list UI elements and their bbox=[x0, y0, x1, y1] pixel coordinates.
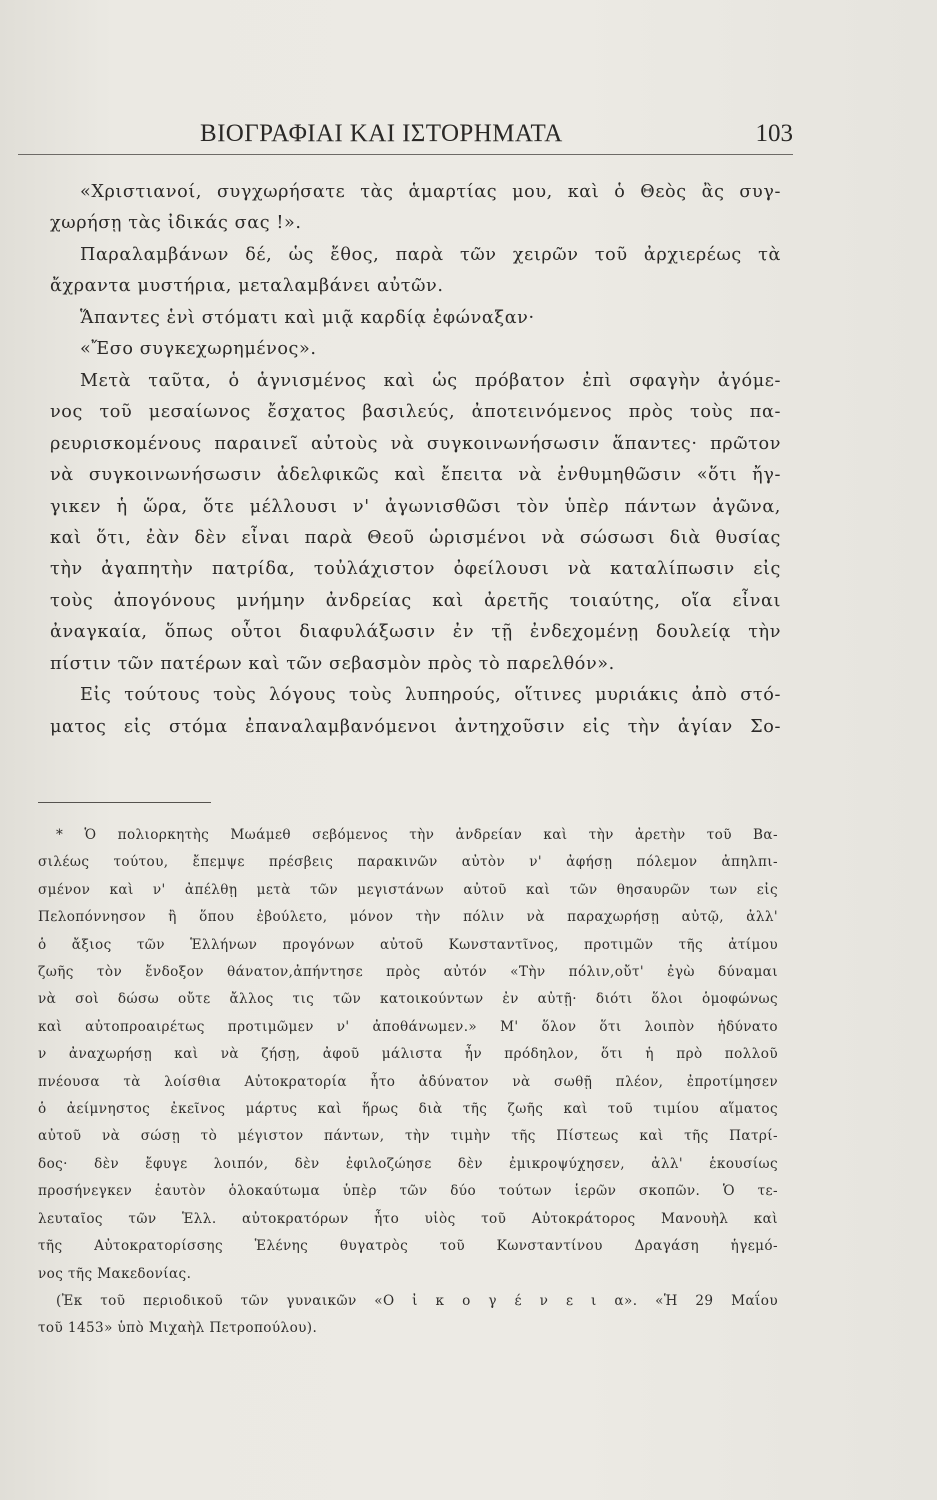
body-text bbox=[50, 177, 781, 743]
text-line: χωρήσῃ τὰς ἰδικάς σας !». bbox=[50, 213, 302, 234]
footnote-line: προσήνεγκεν ἑαυτὸν ὁλοκαύτωμα ὑπὲρ τῶν δύο τούτων ἱερῶν σκοπῶν. Ὁ τε- bbox=[38, 1183, 778, 1200]
footnote-line: νὰ σοὶ δώσω οὔτε ἄλλος τις τῶν κατοικούντων ἐν αὐτῇ· διότι ὅλοι ὁμοφώνως bbox=[38, 991, 778, 1008]
text-line: Παραλαμβάνων δέ, ὡς ἔθος, παρὰ τῶν χειρῶν τοῦ ἀρχιερέως τὰ bbox=[80, 244, 781, 265]
footnote-divider bbox=[38, 802, 211, 803]
text-line: καὶ ὅτι, ἐὰν δὲν εἶναι παρὰ Θεοῦ ὡρισμένοι νὰ σώσωσι διὰ θυσίας bbox=[50, 527, 781, 548]
text-line: πίστιν τῶν πατέρων καὶ τῶν σεβασμὸν πρὸς τὸ παρελθόν». bbox=[50, 653, 615, 674]
footnote-line: τοῦ 1453» ὑπὸ Μιχαὴλ Πετροπούλου). bbox=[38, 1320, 318, 1337]
footnote-line: ὁ ἄξιος τῶν Ἑλλήνων προγόνων αὐτοῦ Κωνσταντῖνος, προτιμῶν τῆς ἀτίμου bbox=[38, 936, 778, 953]
footnote-line: ὁ ἀείμνηστος ἐκεῖνος μάρτυς καὶ ἥρως διὰ τῆς ζωῆς καὶ τοῦ τιμίου αἵματος bbox=[38, 1101, 778, 1118]
footnote-line: αὐτοῦ νὰ σώσῃ τὸ μέγιστον πάντων, τὴν τιμὴν τῆς Πίστεως καὶ τῆς Πατρί- bbox=[38, 1128, 778, 1145]
footnote bbox=[38, 822, 778, 1343]
page-number: 103 bbox=[755, 120, 793, 147]
footnote-line: σιλέως τούτου, ἔπεμψε πρέσβεις παρακινῶν αὐτὸν ν' ἀφήσῃ πόλεμον ἀπηλπι- bbox=[38, 854, 778, 871]
text-line: Ἅπαντες ἑνὶ στόματι καὶ μιᾷ καρδίᾳ ἐφώναξαν· bbox=[80, 307, 535, 328]
footnote-line: * Ὁ πολιορκητὴς Μωάμεθ σεβόμενος τὴν ἀνδρείαν καὶ τὴν ἀρετὴν τοῦ Βα- bbox=[56, 827, 778, 843]
footnote-line: καὶ αὐτοπροαιρέτως προτιμῶμεν ν' ἀποθάνωμεν.» Μ' ὅλον ὅτι λοιπὸν ἠδύνατο bbox=[38, 1018, 778, 1035]
page-header bbox=[18, 118, 793, 155]
running-title: ΒΙΟΓΡΑΦΙΑΙ ΚΑΙ ΙΣΤΟΡΗΜΑΤΑ bbox=[200, 120, 563, 147]
footnote-line: δος· δὲν ἔφυγε λοιπόν, δὲν ἐφιλοζώησε δὲν ἐμικροψύχησεν, ἀλλ' ἑκουσίως bbox=[38, 1155, 778, 1172]
text-line: Εἰς τούτους τοὺς λόγους τοὺς λυπηρούς, οἵτινες μυριάκις ἀπὸ στό- bbox=[80, 685, 781, 706]
text-line: ρευρισκομένους παραινεῖ αὐτοὺς νὰ συγκοινωνήσωσιν ἅπαντες· πρῶτον bbox=[50, 433, 781, 454]
text-line: «Ἔσο συγκεχωρημένος». bbox=[80, 339, 317, 360]
text-line: τὴν ἀγαπητὴν πατρίδα, τοὐλάχιστον ὀφείλουσι νὰ καταλίπωσιν εἰς bbox=[50, 559, 781, 580]
text-line: Μετὰ ταῦτα, ὁ ἁγνισμένος καὶ ὡς πρόβατον ἐπὶ σφαγὴν ἀγόμε- bbox=[80, 370, 781, 391]
footnote-line: (Ἐκ τοῦ περιοδικοῦ τῶν γυναικῶν «Ο ἰ κ ο γ έ ν ε ι α». «Ἡ 29 Μαΐου bbox=[56, 1292, 778, 1309]
footnote-line: τῆς Αὐτοκρατορίσσης Ἑλένης θυγατρὸς τοῦ Κωνσταντίνου Δραγάση ἡγεμό- bbox=[38, 1238, 778, 1255]
text-line: «Χριστιανοί, συγχωρήσατε τὰς ἁμαρτίας μου, καὶ ὁ Θεὸς ἂς συγ- bbox=[80, 182, 781, 202]
footnote-line: νος τῆς Μακεδονίας. bbox=[38, 1265, 192, 1282]
text-line: ματος εἰς στόμα ἐπαναλαμβανόμενοι ἀντηχοῦσιν εἰς τὴν ἁγίαν Σο- bbox=[50, 716, 781, 737]
footnote-line: Πελοπόννησον ἢ ὅπου ἐβούλετο, μόνον τὴν πόλιν νὰ παραχωρήσῃ αὐτῷ, ἀλλ' bbox=[38, 909, 778, 926]
text-line: ἀναγκαία, ὅπως οὗτοι διαφυλάξωσιν ἐν τῇ ἐνδεχομένῃ δουλείᾳ τὴν bbox=[50, 622, 781, 643]
text-line: νος τοῦ μεσαίωνος ἔσχατος βασιλεύς, ἀποτεινόμενος πρὸς τοὺς πα- bbox=[50, 402, 781, 423]
footnote-line: λευταῖος τῶν Ἑλλ. αὐτοκρατόρων ἦτο υἱὸς τοῦ Αὐτοκράτορος Μανουὴλ καὶ bbox=[38, 1210, 778, 1227]
text-line: τοὺς ἀπογόνους μνήμην ἀνδρείας καὶ ἀρετῆς τοιαύτης, οἵα εἶναι bbox=[50, 590, 781, 611]
text-line: ἄχραντα μυστήρια, μεταλαμβάνει αὐτῶν. bbox=[50, 276, 444, 297]
text-line: νὰ συγκοινωνήσωσιν ἀδελφικῶς καὶ ἔπειτα νὰ ἐνθυμηθῶσιν «ὅτι ἤγ- bbox=[50, 465, 781, 486]
footnote-line: πνέουσα τὰ λοίσθια Αὐτοκρατορία ἦτο ἀδύνατον νὰ σωθῇ πλέον, ἐπροτίμησεν bbox=[38, 1073, 778, 1090]
footnote-line: σμένον καὶ ν' ἀπέλθῃ μετὰ τῶν μεγιστάνων αὐτοῦ καὶ τῶν θησαυρῶν των εἰς bbox=[38, 881, 778, 898]
footnote-line: ζωῆς τὸν ἔνδοξον θάνατον,ἀπήντησε πρὸς αὐτόν «Τὴν πόλιν,οὔτ' ἐγὼ δύναμαι bbox=[38, 964, 778, 981]
text-line: γικεν ἡ ὥρα, ὅτε μέλλουσι ν' ἀγωνισθῶσι τὸν ὑπὲρ πάντων ἀγῶνα, bbox=[50, 496, 781, 517]
footnote-line: ν ἀναχωρήσῃ καὶ νὰ ζήσῃ, ἀφοῦ μάλιστα ἦν πρόδηλον, ὅτι ἡ πρὸ πολλοῦ bbox=[38, 1046, 778, 1063]
